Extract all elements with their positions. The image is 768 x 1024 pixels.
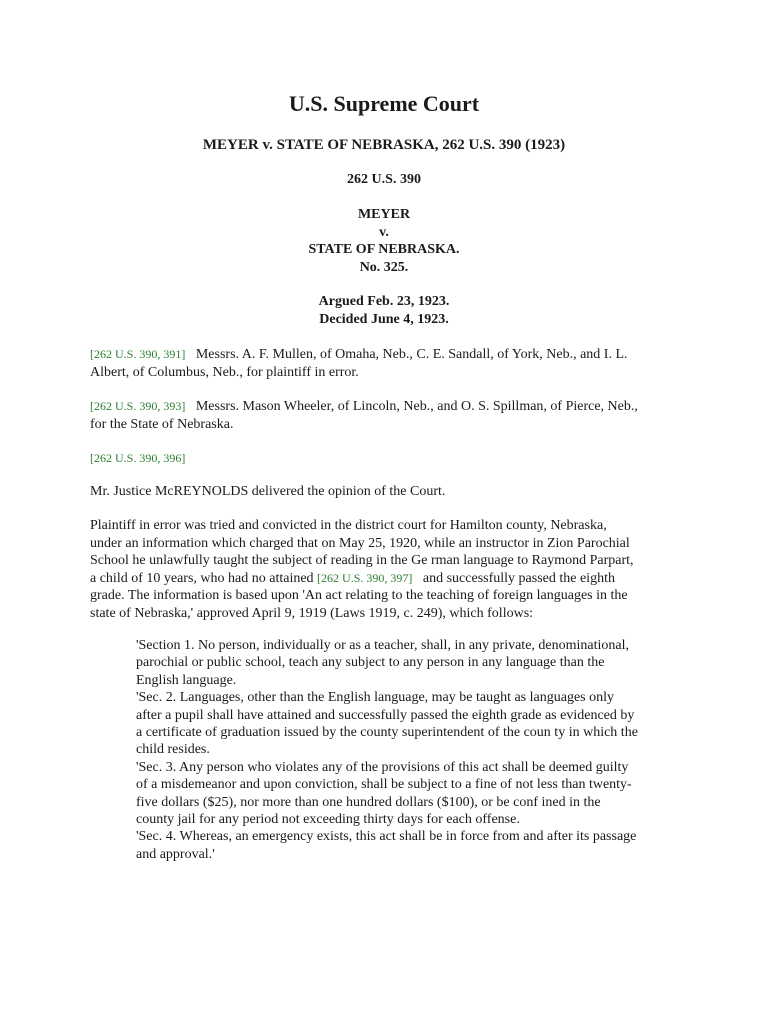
statute-line: of a misdemeanor and upon conviction, shall be subject to a fine of not less than twenty- <box>136 777 632 793</box>
facts-line: under an information which charged that on May 25, 1920, while an instructor in Zion Parochial <box>90 535 630 551</box>
facts-paragraph <box>90 517 688 623</box>
opinion-intro: Mr. Justice McREYNOLDS delivered the opinion of the Court. <box>90 484 446 499</box>
statute-line: 'Section 1. No person, individually or as a teacher, shall, in any private, denominational, <box>136 638 630 653</box>
facts-line: grade. The information is based upon 'An act relating to the teaching of foreign languages in the <box>90 588 628 604</box>
counsel-plaintiff-paragraph <box>90 346 688 381</box>
docket-number: No. 325. <box>359 259 409 275</box>
page-reference-link[interactable]: [262 U.S. 390, 391] <box>90 347 186 361</box>
statute-line: five dollars ($25), nor more than one hundred dollars ($100), or be conf ined in the <box>136 794 601 810</box>
counsel-text: Messrs. A. F. Mullen, of Omaha, Neb., C. E. Sandall, of York, Neb., and I. L. <box>195 347 628 362</box>
court-title: U.S. Supreme Court <box>288 91 480 116</box>
facts-line: a child of 10 years, who had no attained <box>90 570 314 586</box>
statute-line: 'Sec. 2. Languages, other than the English language, may be taught as languages only <box>136 690 615 706</box>
statute-line: after a pupil shall have attained and successfully passed the eighth grade as evidenced by <box>136 707 635 723</box>
petitioner-name: MEYER <box>357 207 411 222</box>
case-name-heading: MEYER v. STATE OF NEBRASKA, 262 U.S. 390 (1923) <box>202 137 566 153</box>
facts-line: and successfully passed the eighth <box>422 570 615 586</box>
page-reference-link[interactable]: [262 U.S. 390, 396] <box>90 451 186 465</box>
argued-date: Argued Feb. 23, 1923. <box>318 294 450 309</box>
citation-heading: 262 U.S. 390 <box>347 172 421 187</box>
counsel-text: for the State of Nebraska. <box>90 416 234 432</box>
statute-line: 'Sec. 4. Whereas, an emergency exists, this act shall be in force from and after its passage <box>136 829 637 845</box>
facts-line: School he unlawfully taught the subject of reading in the Ge rman language to Raymond Parpart, <box>90 553 634 569</box>
statute-line: English language. <box>136 672 237 688</box>
statute-quotation <box>136 637 688 863</box>
statute-line: child resides. <box>136 742 210 758</box>
counsel-text: Messrs. Mason Wheeler, of Lincoln, Neb., and O. S. Spillman, of Pierce, Neb., <box>195 399 638 414</box>
statute-line: county jail for any period not exceeding thirty days for each offense. <box>136 812 520 828</box>
page-reference-link[interactable]: [262 U.S. 390, 393] <box>90 399 186 413</box>
counsel-state-paragraph <box>90 398 688 433</box>
counsel-text: Albert, of Columbus, Neb., for plaintiff in error. <box>90 364 359 380</box>
respondent-name: STATE OF NEBRASKA. <box>308 242 460 257</box>
versus-label: v. <box>379 224 389 240</box>
statute-line: 'Sec. 3. Any person who violates any of the provisions of this act shall be deemed guilty <box>136 759 629 775</box>
decided-date: Decided June 4, 1923. <box>319 311 449 327</box>
statute-line: and approval.' <box>136 846 215 862</box>
statute-line: a certificate of graduation issued by the county superintendent of the coun ty in which the <box>136 725 638 741</box>
opinion-reference-paragraph <box>90 450 688 468</box>
facts-line: state of Nebraska,' approved April 9, 1919 (Laws 1919, c. 249), which follows: <box>90 605 534 621</box>
parties-block <box>0 206 768 276</box>
statute-line: parochial or public school, teach any subject to any person in any language than the <box>136 655 605 671</box>
page-reference-link[interactable]: [262 U.S. 390, 397] <box>317 570 413 585</box>
dates-block <box>0 293 768 328</box>
facts-line: Plaintiff in error was tried and convicted in the district court for Hamilton county, Nebraska, <box>90 518 607 533</box>
